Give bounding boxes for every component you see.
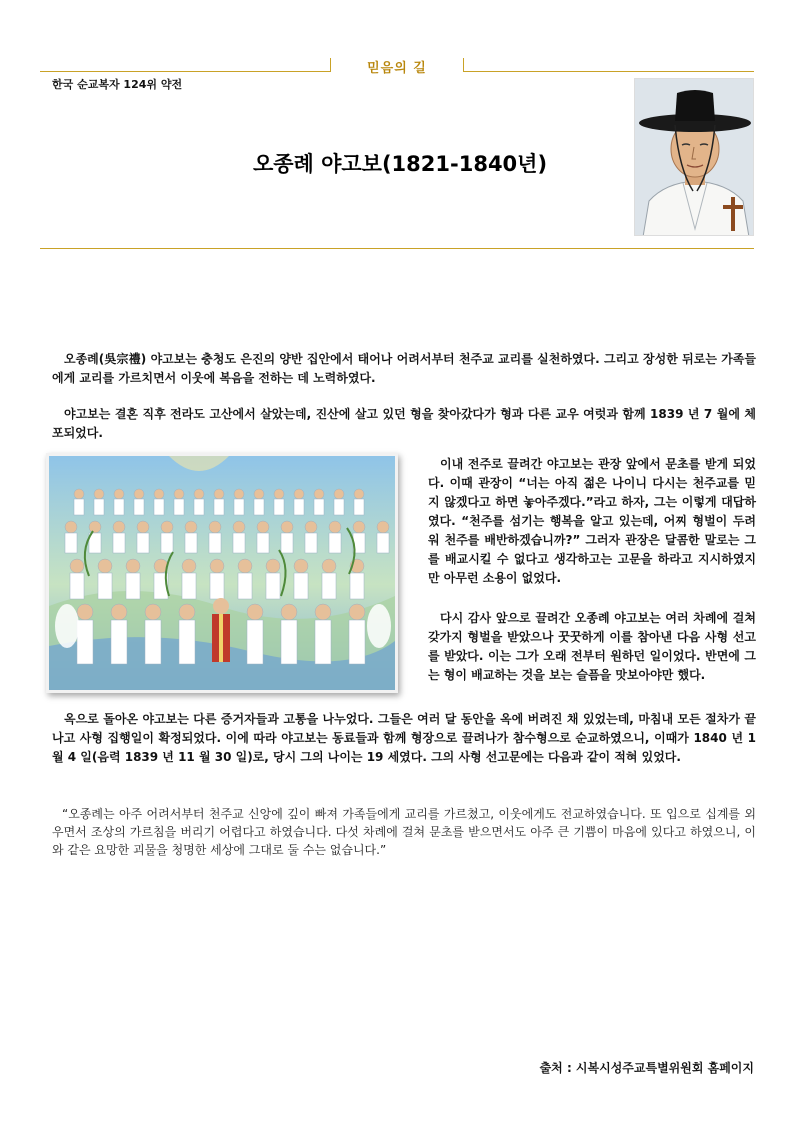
header-rule-left-cap	[330, 58, 331, 72]
page-title: 오종례 야고보(1821-1840년)	[252, 152, 548, 176]
paragraph-2: 야고보는 결혼 직후 전라도 고산에서 살았는데, 진산에 살고 있던 형을 찾아갔다가 형과 다른 교우 여럿과 함께 1839 년 7 월에 체포되었다.	[52, 407, 756, 440]
paragraph-5: 옥으로 돌아온 야고보는 다른 증거자들과 고통을 나누었다. 그들은 여러 달 동안을 옥에 버려진 채 있었는데, 마침내 모든 절차가 끝나고 사형 집행일이 확정되었다. 이에 따라 야고보는 동료들과 함께 형장으로 끌려나가 참수형으로 순교하였으니, 이때가 1840 년 1 월 4 일(음력 1839 년 11 월 30 일)로, 당시 그의 나이는 19 세였다. 그의 사형 선고문에는 다음과 같이 적혀 있었다.	[52, 712, 756, 764]
portrait-illustration	[635, 79, 754, 236]
header-rule-right	[463, 71, 754, 72]
martyrs-painting-illustration	[49, 456, 395, 690]
title-rule	[40, 248, 754, 249]
martyrs-painting	[46, 453, 398, 693]
sentence-quote: “오종례는 아주 어려서부터 천주교 신앙에 깊이 빠져 가족들에게 교리를 가르쳤고, 이웃에게도 전교하였습니다. 또 입으로 십계를 외우면서 조상의 가르침을 버리기 어렵다고 하였습니다. 다섯 차례에 걸쳐 문초를 받으면서도 아주 큰 기쁨이 마음에 있다고 하였으니, 이와 같은 요망한 괴물을 청명한 세상에 그대로 둘 수는 없습니다.”	[52, 807, 756, 857]
header-rule-right-cap	[463, 58, 464, 72]
paragraph-3: 이내 전주로 끌려간 야고보는 관장 앞에서 문초를 받게 되었다. 이때 관장이 “너는 아직 젊은 나이니 다시는 천주교를 믿지 않겠다고 하면 놓아주겠다.”라고 하자, 그는 이렇게 대답하였다. “천주를 섬기는 행복을 알고 있는데, 어찌 형벌이 두려워 천주를 배반하겠습니까?” 그러자 관장은 달콤한 말로는 그를 배교시킬 수 없다고 생각하고는 고문을 하라고 지시하였지만 아무런 소용이 없었다.	[428, 457, 756, 585]
series-subtitle: 한국 순교복자 124위 약전	[52, 78, 183, 91]
source-credit: 출처 : 시복시성주교특별위원회 홈페이지	[539, 1061, 754, 1075]
paragraph-4: 다시 감사 앞으로 끌려간 오종례 야고보는 여러 차례에 걸쳐 갖가지 형벌을 받았으나 꿋꿋하게 이를 참아낸 다음 사형 선고를 받았다. 이는 그가 오래 전부터 원하던 일이었다. 반면에 그는 형이 배교하는 것을 보는 슬픔을 맛보아야만 했다.	[428, 611, 756, 682]
paragraph-1: 오종례(吳宗禮) 야고보는 충청도 은진의 양반 집안에서 태어나 어려서부터 천주교 교리를 실천하였다. 그리고 장성한 뒤로는 가족들에게 교리를 가르치면서 이웃에 복음을 전하는 데 노력하였다.	[52, 352, 756, 385]
header-rule-left	[40, 71, 330, 72]
portrait-image	[634, 78, 754, 236]
section-title: 믿음의 길	[367, 61, 427, 76]
